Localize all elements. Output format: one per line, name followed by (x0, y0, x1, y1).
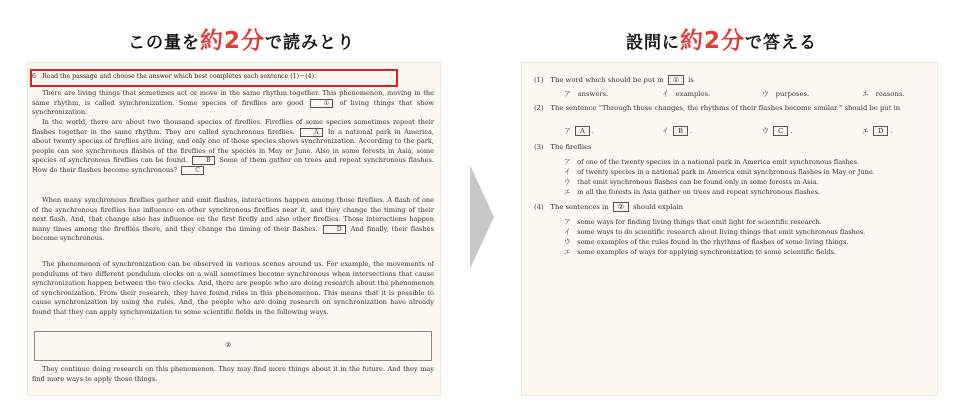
blank-1: ① (310, 99, 333, 108)
passage-paragraph-3 (32, 196, 434, 244)
question-3: (3) The fireflies (534, 143, 592, 151)
p4-text: The phenomenon of synchronization can be observed in various scenes around us. For example, the movements of pendulums of two different pendulum clocks on a wall sometimes become synchronous when intersections that cause synchronization happen between the two clocks. And, there are people who are doing research about the phenomenon of synchronization. From their research, they have found rules in this phenomenon. This means that it is possible to cause synchronization by using the rules. And, the people who are doing research on synchronization have already found that they can apply synchronization to some scientific fields in the following ways. (32, 260, 434, 316)
q3-option-c[interactable]: ウ that emit synchronous flashes can be found only in some forests in Asia. (564, 178, 819, 186)
right-heading-post: で答える (745, 33, 818, 53)
q4-option-a[interactable]: ア some ways for finding living things that emit light for scientific research. (564, 218, 822, 226)
q2-option-a-key: ア (564, 127, 571, 135)
q2-option-b-key: イ (662, 127, 669, 135)
left-heading-emphasis: 約2分 (200, 28, 266, 54)
p5-text: They continue doing research on this phenomenon. They may find more things about it in the future. And they may find more ways to apply those things. (32, 365, 434, 383)
q2-option-a[interactable]: ア A . (564, 127, 595, 135)
blank-2-box (34, 331, 432, 361)
blank-a: A (300, 128, 322, 137)
questions-panel (521, 62, 938, 396)
blank-2-label: ② (225, 341, 232, 349)
question-4 (534, 202, 930, 212)
q4-option-c[interactable]: ウ some examples of the rules found in the rhythms of flashes of some living things. (564, 238, 849, 246)
q4-text: (4) The sentences in (534, 203, 609, 211)
q1-option-c[interactable]: ウ purposes. (762, 90, 810, 98)
p3-text-a: When many synchronous fireflies gather and emit flashes, interactions happen among those fireflies. A flash of one of the synchronous fireflies has influence on other synchronous fireflies near it, and they change the timing of their next flash. And, that change also has influence on the first firefly and also other fireflies. Those interactions happen many times among the fireflies there, and they change the timing of their flashes. (32, 196, 434, 233)
q2-option-d[interactable]: エ D . (862, 127, 893, 135)
q2-option-a-blank: A (575, 126, 590, 136)
q4-blank: ② (613, 202, 629, 212)
p2-text-c: Some of them gather on trees and repeat synchronous flashes. How do their flashes become synchronous? (32, 156, 434, 174)
passage-paragraph-1 (32, 89, 434, 118)
q1-option-d[interactable]: エ reasons. (862, 90, 905, 98)
passage-instruction: 6 Read the passage and choose the answer which best completes each sentence (1)〜(4). (32, 73, 316, 80)
q1-text: (1) The word which should be put in (534, 76, 664, 84)
q4-option-b[interactable]: イ some ways to do scientific research about living things that emit synchronous flashes. (564, 228, 866, 236)
blank-c: C (181, 166, 204, 175)
q1-blank: ① (668, 75, 684, 85)
left-heading (128, 22, 355, 55)
q2-option-b[interactable]: イ B . (662, 127, 693, 135)
q4-text-post: should explain (633, 203, 684, 211)
q2-option-c-key: ウ (762, 127, 769, 135)
passage-paragraph-4 (32, 260, 434, 317)
right-heading-emphasis: 約2分 (680, 28, 746, 54)
q1-text-post: is (688, 76, 694, 84)
question-1 (534, 75, 930, 85)
q2-option-d-blank: D (873, 126, 888, 136)
right-heading (626, 22, 817, 55)
q3-option-b[interactable]: イ of twenty species in a national park in America emit synchronous flashes in May or June. (564, 168, 875, 176)
q2-option-c-blank: C (773, 126, 788, 136)
right-heading-pre: 設問に (626, 33, 680, 53)
blank-b: B (192, 156, 214, 165)
left-heading-pre: この量を (128, 33, 200, 53)
q3-option-d[interactable]: エ in all the forests in Asia gather on trees and repeat synchronous flashes. (564, 188, 821, 196)
question-2: (2) The sentence “Through those changes, the rhythms of their flashes become similar.” should be put in (534, 104, 901, 112)
p3-text-b: And finally, their flashes become synchronous. (32, 224, 434, 242)
blank-d: D (323, 225, 346, 234)
q2-option-d-key: エ (862, 127, 869, 135)
passage-panel (27, 62, 441, 396)
p2-text-a: In the world, there are about two thousand species of fireflies. Fireflies of some species sometimes repeat their flashes together in the same rhythm. They are called synchronous fireflies. (32, 118, 434, 136)
q3-option-a[interactable]: ア of one of the twenty species in a national park in America emit synchronous flashes. (564, 158, 860, 166)
left-heading-post: で読みとり (265, 33, 356, 53)
q2-option-b-blank: B (673, 126, 688, 136)
q1-option-b[interactable]: イ examples. (662, 90, 711, 98)
passage-paragraph-5 (32, 365, 434, 384)
right-arrow-icon (470, 165, 494, 269)
passage-paragraph-2 (32, 118, 434, 175)
q2-option-c[interactable]: ウ C . (762, 127, 793, 135)
p1-text-a: There are living things that sometimes act or move in the same rhythm together. This phenomenon, moving in the same rhythm, is called synchronization. Some species of fireflies are good (32, 89, 434, 107)
p2-text-b: In a national park in America, about twenty species of fireflies are living, and only one of those species shows synchronization. According to the park, people can see synchronous flashes of the fireflies of the species in May or June. Also in some forests in Asia, some species of synchronous fireflies can be found. (32, 127, 435, 164)
q1-option-a[interactable]: ア answers. (564, 90, 609, 98)
q4-option-d[interactable]: エ some examples of ways for applying synchronization to some scientific fields. (564, 248, 837, 256)
p1-text-b: of living things that show synchronization. (32, 98, 434, 116)
